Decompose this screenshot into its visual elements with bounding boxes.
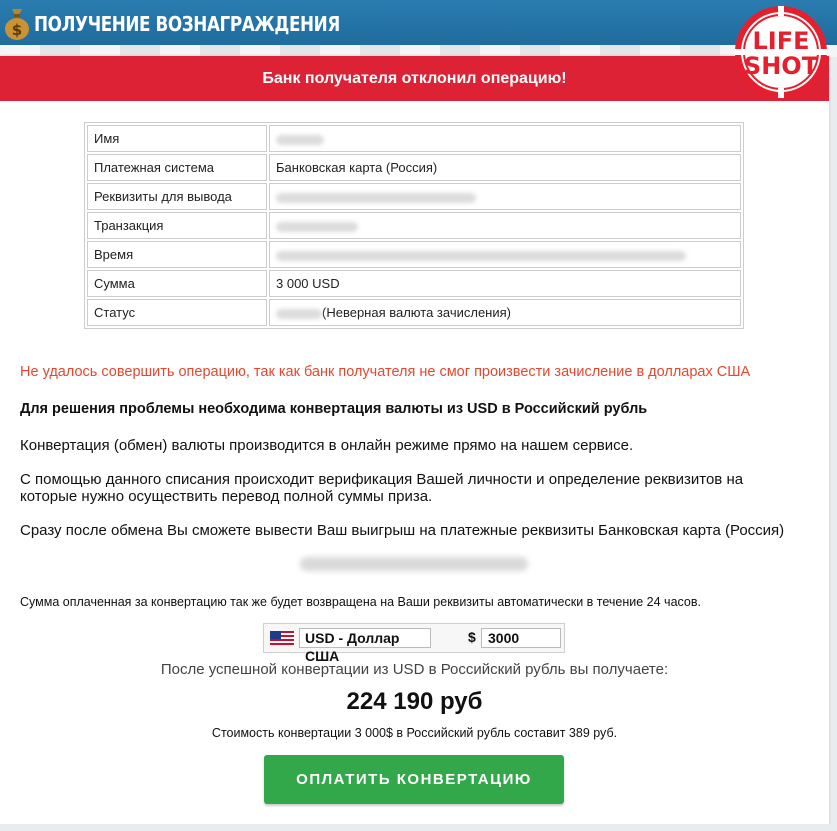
transaction-value <box>269 212 741 239</box>
table-row <box>87 270 741 297</box>
money-bag-icon <box>4 6 30 40</box>
pay-conversion-button[interactable]: ОПЛАТИТЬ КОНВЕРТАЦИЮ <box>264 755 564 804</box>
row-label: Сумма <box>87 270 267 297</box>
conversion-cost-note: Стоимость конвертации 3 000$ в Российский рубль составит 389 руб. <box>211 726 618 740</box>
us-flag-icon <box>270 631 294 645</box>
status-value <box>269 299 741 326</box>
payment-system-value: Банковская карта (Россия) <box>269 154 741 181</box>
currency-select[interactable]: USD - Доллар США <box>299 628 431 648</box>
row-label: Имя <box>87 125 267 152</box>
row-label: Время <box>87 241 267 268</box>
requisites-value <box>269 183 741 210</box>
solution-message: Для решения проблемы необходима конвертация валюты из USD в Российский рубль <box>20 401 648 417</box>
table-row <box>87 241 741 268</box>
row-label: Статус <box>87 299 267 326</box>
currency-converter <box>263 623 565 664</box>
status-text: (Неверная валюта зачисления) <box>322 305 511 320</box>
online-message: Конвертация (обмен) валюты производится в онлайн режиме прямо на нашем сервисе. <box>20 437 634 454</box>
row-label: Реквизиты для вывода <box>87 183 267 210</box>
table-row <box>87 299 741 326</box>
table-row <box>87 154 741 181</box>
row-label: Платежная система <box>87 154 267 181</box>
header-bar <box>0 0 837 50</box>
page-bottom <box>0 824 837 831</box>
reward-card <box>0 56 829 824</box>
error-alert-banner: Банк получателя отклонил операцию! <box>0 56 829 101</box>
bag-dollar-text: $ <box>11 21 23 39</box>
error-message: Не удалось совершить операцию, так как банк получателя не смог произвести зачисление в долларах США <box>20 364 751 380</box>
logo-text-life: LIFE <box>752 27 810 55</box>
table-row <box>87 125 741 152</box>
refund-note: Сумма оплаченная за конвертацию так же будет возвращена на Ваши реквизиты автоматически в течение 24 часов. <box>20 595 701 609</box>
table-row <box>87 212 741 239</box>
redacted-requisites <box>300 557 528 571</box>
result-label: После успешной конвертации из USD в Российский рубль вы получаете: <box>160 661 669 678</box>
verification-message-line2: которые нужно осуществить перевод полной суммы приза. <box>20 488 433 505</box>
amount-value: 3 000 USD <box>269 270 741 297</box>
after-exchange-message: Сразу после обмена Вы сможете вывести Ваш выигрыш на платежные реквизиты Банковская карта (Россия) <box>20 522 785 539</box>
logo-text-shot: SHOT <box>743 52 819 80</box>
currency-symbol: $ <box>468 629 476 645</box>
amount-input[interactable]: 3000 <box>481 628 561 648</box>
page-title: ПОЛУЧЕНИЕ ВОЗНАГРАЖДЕНИЯ <box>34 12 340 36</box>
table-row <box>87 183 741 210</box>
verification-message-line1: С помощью данного списания происходит верификация Вашей личности и определение реквизитов на <box>20 471 744 488</box>
result-amount: 224 190 руб <box>346 688 483 715</box>
name-value <box>269 125 741 152</box>
time-value <box>269 241 741 268</box>
lifeshot-logo <box>733 4 829 100</box>
transaction-details-table <box>84 122 744 329</box>
row-label: Транзакция <box>87 212 267 239</box>
